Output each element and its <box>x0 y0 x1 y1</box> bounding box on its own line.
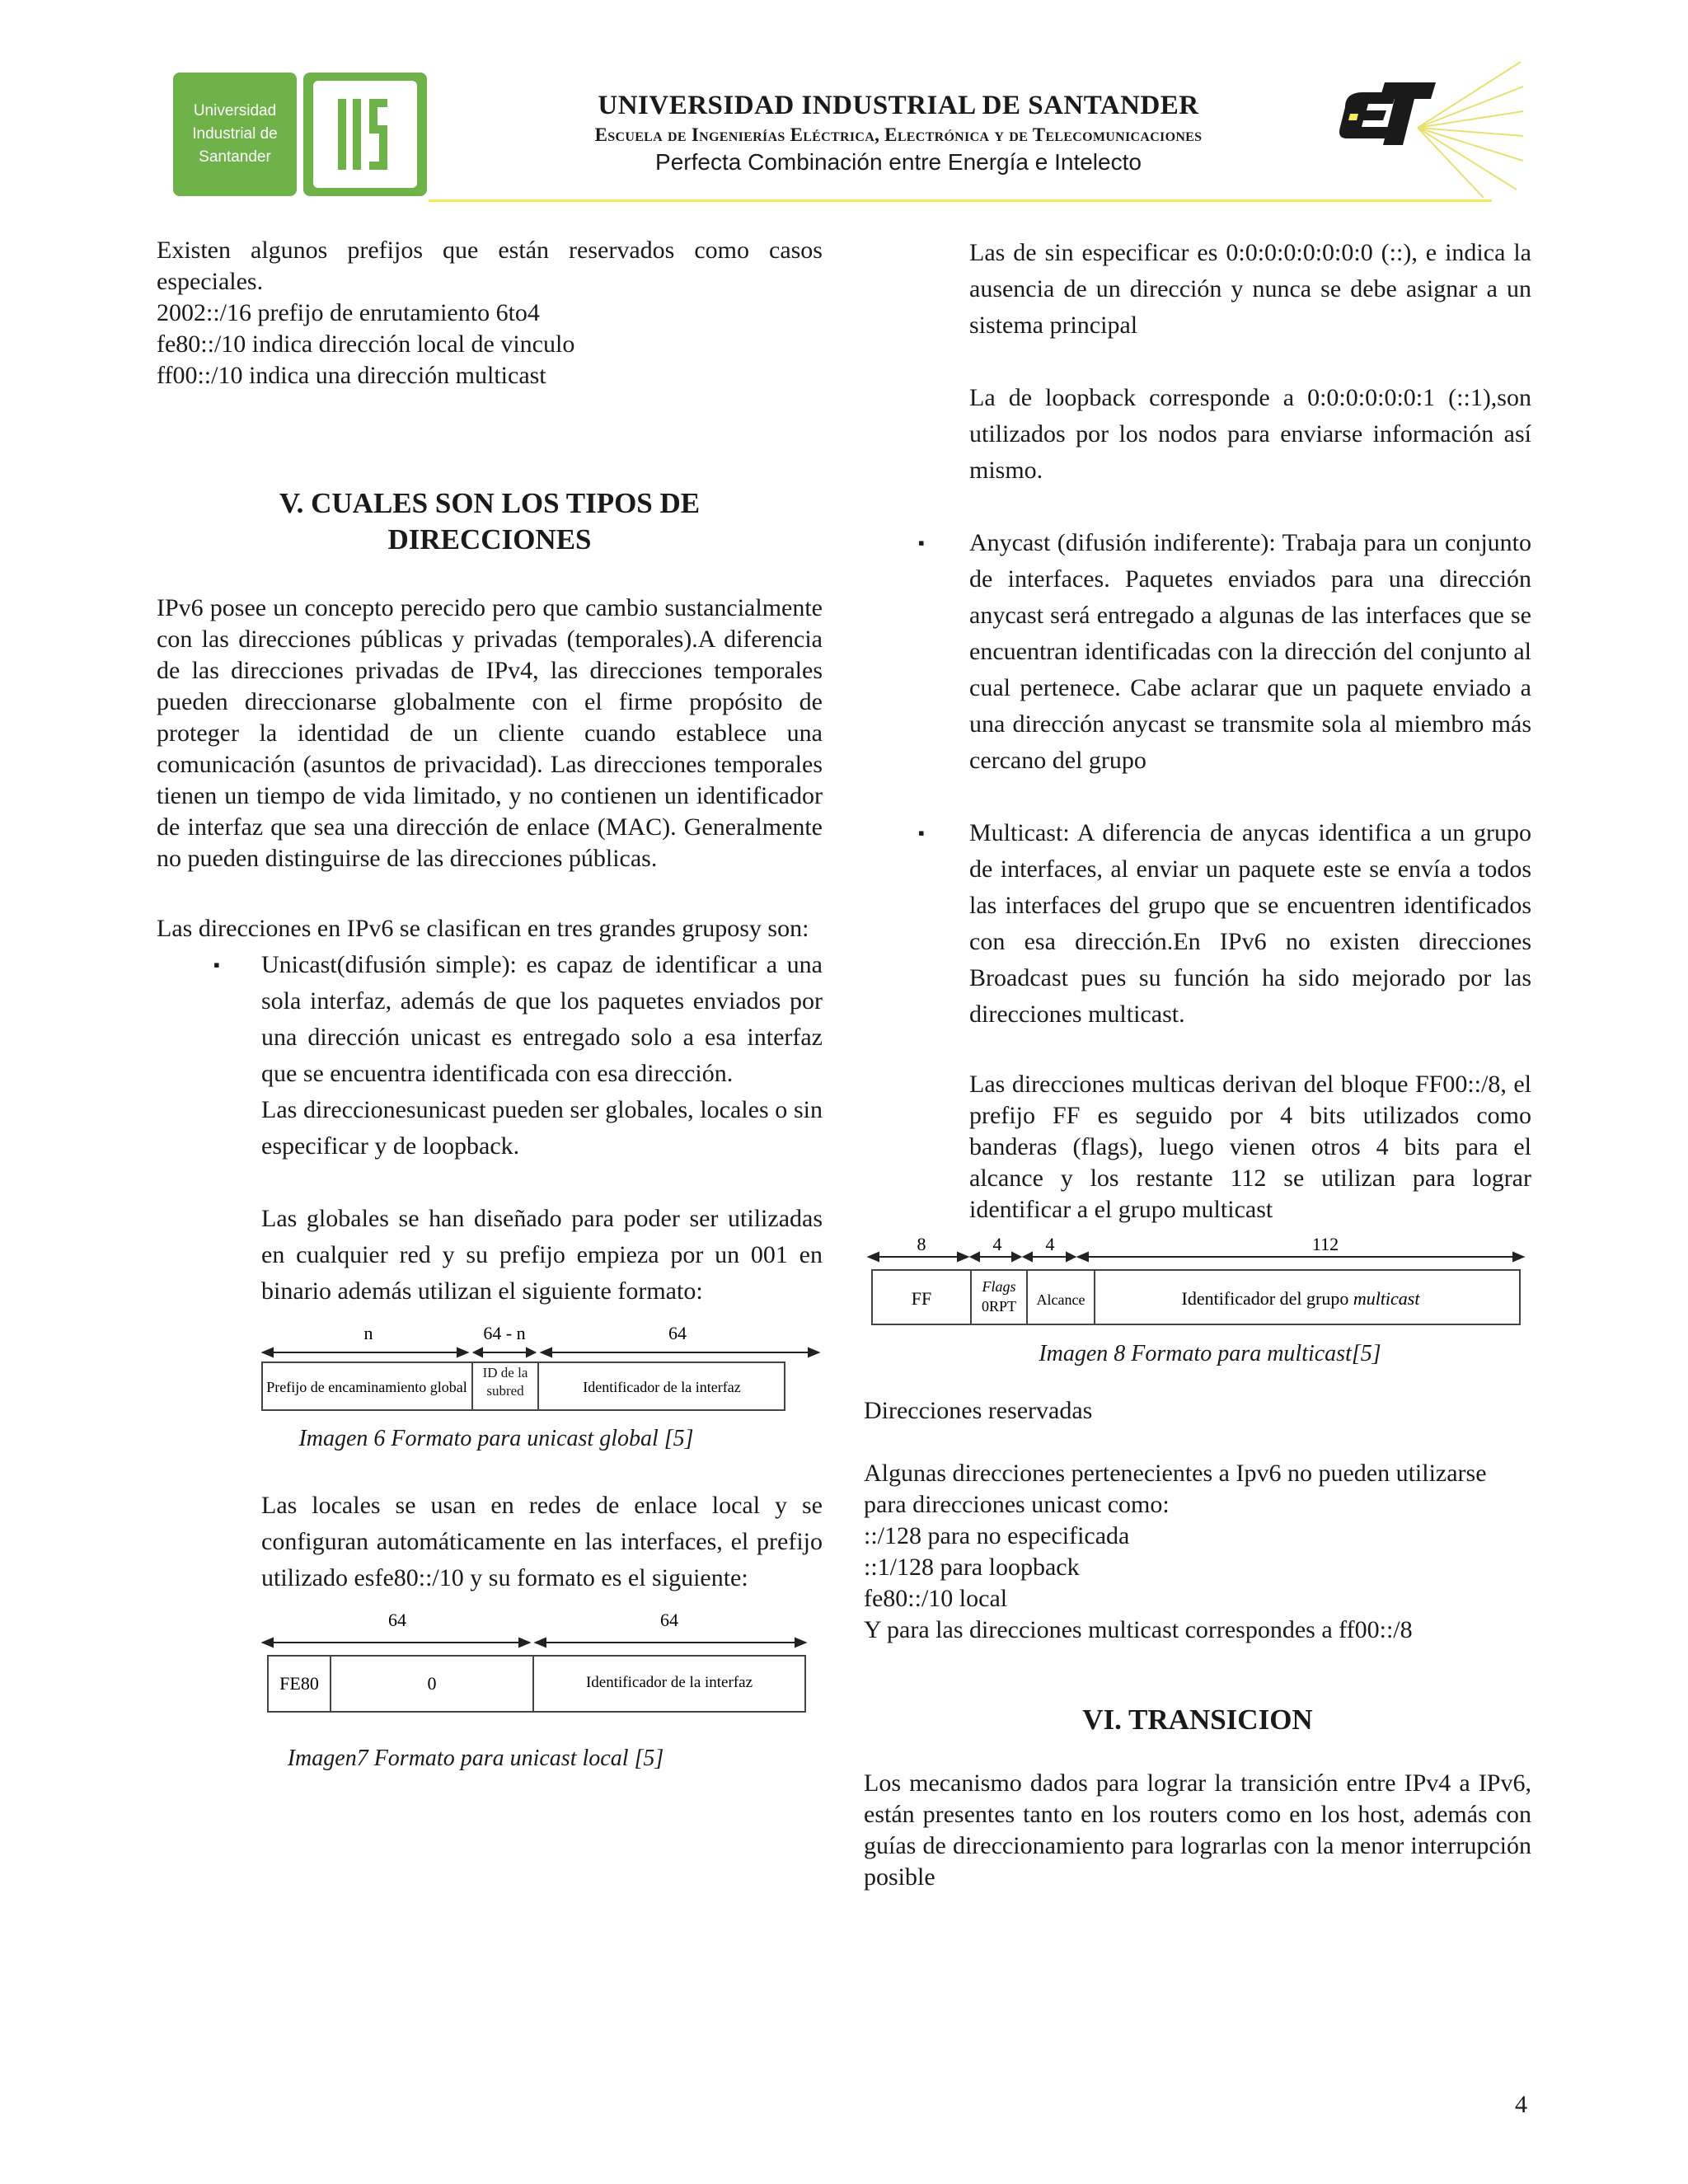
fig8-field-ff: FF <box>911 1288 932 1309</box>
figure-7-diagram <box>261 1606 822 1713</box>
multicast-block-text: Las direcciones multicas derivan del bloque FF00::/8, el prefijo FF es seguido por 4 bits utilizados como banderas (flags), luego vienen otros 4 bits para el alcance y los restante 112 se utilizan para lograr identificar a el grupo multicast <box>969 1071 1531 1223</box>
bullet-square-icon: ▪ <box>918 823 925 843</box>
uis-logo-text: Universidad Industrial de Santander <box>192 102 278 166</box>
section-vi-title: VI. TRANSICION <box>1082 1704 1313 1736</box>
fig8-bits-112: 112 <box>1311 1234 1339 1254</box>
classify-paragraph: Las direcciones en IPv6 se clasifican en tres grandes gruposy son: <box>157 915 809 942</box>
fig8-bits-4a: 4 <box>992 1234 1002 1254</box>
header-divider <box>429 199 1492 202</box>
intro-line-3: fe80::/10 indica dirección local de vinculo <box>157 330 575 358</box>
globales-text: Las globales se han diseñado para poder ser utilizadas en cualquier red y su prefijo empieza por un 001 en binario además utilizan el siguiente formato: <box>261 1205 823 1305</box>
fig8-field-flags: Flags <box>982 1278 1016 1295</box>
fig8-field-group-label: Identificador del grupo <box>1181 1288 1353 1309</box>
unicast-text: Unicast(difusión simple): es capaz de identificar a una sola interfaz, además de que los paquetes enviados por una dirección unicast es entregado solo a esa interfaz que se encuentra identificada con esa dirección. <box>261 951 823 1087</box>
loopback-text: La de loopback corresponde a 0:0:0:0:0:0:1 (::1),son utilizados por los nodos para enviarse información así mismo. <box>969 384 1531 484</box>
university-name: UNIVERSIDAD INDUSTRIAL DE SANTANDER <box>598 91 1199 120</box>
fig7-bits-64-left: 64 <box>388 1610 406 1630</box>
reserved-line-3: ::1/128 para loopback <box>864 1554 1080 1581</box>
intro-line-2: 2002::/16 prefijo de enrutamiento 6to4 <box>157 299 540 326</box>
multicast-text: Multicast: A diferencia de anycas identifica a un grupo de interfaces, al enviar un paquete este se envía a todos las interfaces del grupo que se encuentren identificados con esa dirección.En IPv6 no existen direcciones Broadcast pues su función ha sido mejorado por las direcciones multicast. <box>969 819 1531 1028</box>
fig8-bits-8: 8 <box>917 1234 926 1254</box>
uis-logo-emblem <box>303 73 427 196</box>
page-number: 4 <box>1515 2091 1527 2118</box>
locales-text: Las locales se usan en redes de enlace local y se configuran automáticamente en las interfaces, el prefijo utilizado esfe80::/10 y su formato es el siguiente: <box>261 1492 823 1591</box>
anycast-text: Anycast (difusión indiferente): Trabaja para un conjunto de interfaces. Paquetes enviados para una dirección anycast será entregado a algunas de las interfaces que se encuentran identificadas con la dirección del conjunto al cual pertenece. Cabe aclarar que un paquete enviado a una dirección anycast se transmite sola al miembro más cercano del grupo <box>969 529 1531 774</box>
left-column <box>157 235 823 1774</box>
uis-logo-text-block <box>173 73 297 196</box>
transicion-text: Los mecanismo dados para lograr la transición entre IPv4 a IPv6, están presentes tanto en los routers como en los host, además con guías de direccionamiento para lograrlas con la menor interrupción posible <box>864 1769 1531 1891</box>
fig8-field-group-multicast: multicast <box>1353 1288 1420 1309</box>
uis-emblem-icon <box>303 73 427 196</box>
ipv6-paragraph: IPv6 posee un concepto perecido pero que cambio sustancialmente con las direcciones públicas y privadas (temporales).A diferencia de las direcciones privadas de IPv4, las direcciones temporales pueden direccionarse globalmente con el firme propósito de proteger la identidad de un cliente cuando establece una comunicación (asuntos de privacidad). Las direcciones temporales tienen un tiempo de vida limitado, y no contienen un identificador de interfaz que sea una dirección de enlace (MAC). Generalmente no pueden distinguirse de las direcciones públicas. <box>157 594 823 872</box>
intro-line-4: ff00::/10 indica una dirección multicast <box>157 362 546 389</box>
fig6-bits-64: 64 <box>668 1323 687 1343</box>
school-name: Escuela de Ingenierías Eléctrica, Electrónica y de Telecomunicaciones <box>594 124 1203 145</box>
section-v-title: V. CUALES SON LOS TIPOS DE DIRECCIONES <box>279 487 701 555</box>
reserved-line-1: Algunas direcciones pertenecientes a Ipv6 no pueden utilizarse para direcciones unicast como: <box>864 1460 1487 1518</box>
figure-8-diagram <box>864 1234 1531 1333</box>
reserved-line-5: Y para las direcciones multicast correspondes a ff00::/8 <box>864 1616 1413 1643</box>
fig6-bits-n: n <box>363 1323 373 1343</box>
bullet-square-icon: ▪ <box>213 954 220 975</box>
fig8-field-alcance: Alcance <box>1036 1291 1085 1308</box>
figure-6-caption: Imagen 6 Formato para unicast global [5] <box>298 1426 694 1451</box>
unicast-types-text: Las direccionesunicast pueden ser globales, locales o sin especificar y de loopback. <box>261 1096 823 1160</box>
multicast-list-item <box>864 815 1531 1033</box>
fig7-field-zero: 0 <box>427 1673 437 1694</box>
header-text <box>445 91 1352 176</box>
figure-8-multicast <box>864 1234 1531 1333</box>
sin-especificar-text: Las de sin especificar es 0:0:0:0:0:0:0:0 (::), e indica la ausencia de un dirección y nunca se debe asignar a un sistema principal <box>969 239 1531 339</box>
fig7-bits-64-right: 64 <box>660 1610 678 1630</box>
unicast-list-item <box>213 947 823 1310</box>
motto: Perfecta Combinación entre Energía e Intelecto <box>655 149 1142 175</box>
bullet-square-icon: ▪ <box>918 532 925 553</box>
reserved-line-4: fe80::/10 local <box>864 1585 1008 1612</box>
fig6-field-subnet: ID de la subred <box>482 1365 528 1399</box>
fig7-field-fe80: FE80 <box>279 1673 319 1694</box>
fig7-field-interface: Identificador de la interfaz <box>585 1674 753 1691</box>
figure-8-caption: Imagen 8 Formato para multicast[5] <box>1039 1341 1381 1366</box>
figure-7-unicast-local <box>261 1606 822 1713</box>
uis-logo <box>173 73 427 196</box>
et-logo-icon <box>1335 58 1525 198</box>
fig8-bits-4b: 4 <box>1045 1234 1055 1254</box>
anycast-list-item <box>864 525 1531 779</box>
reserved-list <box>864 1458 1531 1646</box>
fig6-field-prefix: Prefijo de encaminamiento global <box>266 1379 467 1395</box>
right-column <box>864 235 1531 1893</box>
figure-6-diagram <box>261 1321 822 1412</box>
reserved-line-2: ::/128 para no especificada <box>864 1522 1130 1549</box>
figure-7-caption: Imagen7 Formato para unicast local [5] <box>287 1746 664 1771</box>
fig8-field-0rpt: 0RPT <box>981 1298 1017 1315</box>
fig6-field-interface: Identificador de la interfaz <box>583 1379 741 1395</box>
reserved-title: Direcciones reservadas <box>864 1397 1093 1424</box>
fig8-field-group <box>1182 1288 1421 1309</box>
fig6-bits-64n: 64 - n <box>483 1323 526 1343</box>
intro-line-1: Existen algunos prefijos que están reservados como casos especiales. <box>157 237 823 295</box>
figure-6-unicast-global <box>261 1321 822 1412</box>
